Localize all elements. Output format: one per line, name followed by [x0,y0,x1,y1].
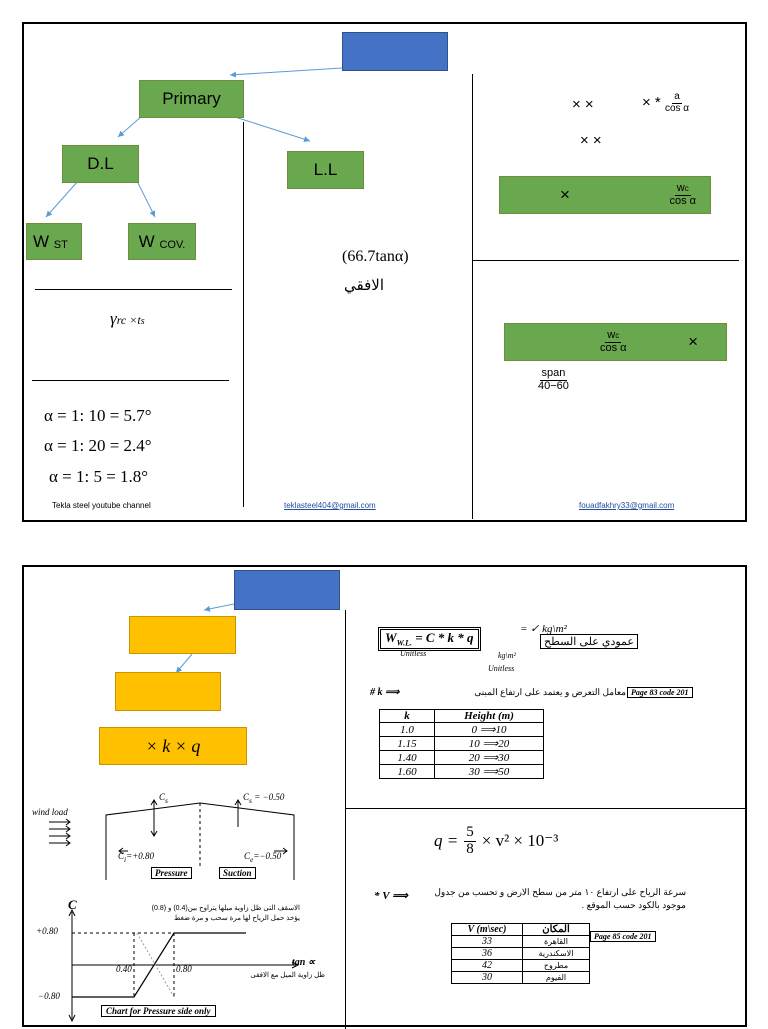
alpha-3: α = 1: 5 = 1.8° [49,467,149,486]
x-040-label: 0.40 [116,964,132,974]
dead-load-box: D.L [62,145,139,183]
live-load-box: L.L [287,151,364,189]
table-row: 1.0 0 ⟹10 [380,723,544,737]
x-080-label: 0.80 [176,964,192,974]
table-row: 36 الاسكندرية [452,948,590,960]
gamma-formula: γrc ×ts [110,309,145,328]
page-83-box: Page 83 code 201 [627,687,693,698]
green-formula-box-2: $\frac{wc}{\text{cos α}}$ × [504,323,727,361]
v-table-header-v: V (m\sec) [452,924,523,936]
table-row: 1.60 30 ⟹50 [380,765,544,779]
table-row: 30 الفيوم [452,972,590,984]
unitless-2: Unitless [488,664,515,673]
v-table-header [452,924,590,936]
alpha-1: α = 1: 10 = 5.7° [44,406,152,425]
alpha-2: α = 1: 20 = 2.4° [44,436,152,455]
divider-vertical-2 [345,610,346,1029]
unitless-1: Unitless [400,649,427,658]
page-85-box: Page 85 code 201 [590,931,656,942]
yellow-box-xkq: × k × q [99,727,247,765]
cp-left-label: $C_i=+0.80$ [118,851,155,864]
kg-check-label: = ✓ kg\m² [520,623,567,635]
ll-formula: (66.7tanα) [342,248,409,265]
divider-vertical-left [243,122,244,507]
v-table-header-place: المكان [523,924,590,936]
v-table [451,923,590,984]
tan-arabic: ظل زاوية الميل مع الافقى [250,972,325,979]
table-row: 1.40 20 ⟹30 [380,751,544,765]
plus-080-label: +0.80 [36,926,58,936]
q-formula: q = $\frac{5}{8}$ × v² × 10⁻³ [434,824,559,857]
chart-caption: Chart for Pressure side only [101,1005,216,1017]
arabic-note-1: الاسقف التى ظل زاوية ميلها يتراوح بين(0.4) و (0.8) [151,905,300,912]
divider-h1 [35,289,232,290]
cs-right-label: $C_s = -0.50$ [243,792,285,805]
slide-2 [22,565,747,1027]
yellow-box-2 [115,672,221,711]
divider-h-2 [346,808,746,809]
cs-left-label: $C_s$ [159,792,168,805]
span-fraction: $\frac{\text{span}}{40-60}$ [538,367,569,392]
wwl-formula-box: $W_{W.L.} = C * k * q$ [378,627,481,651]
pressure-label: Pressure [151,867,192,879]
k-table-header-height: Height (m) [435,710,544,723]
k-arabic-label: معامل التعرض و يعتمد على ارتفاع المبنى [474,687,626,697]
right-x-star-frac: × * $\frac{a}{\text{cos α}}$ [642,91,690,114]
right-xx-1: × × [572,96,594,113]
suction-label: Suction [219,867,256,879]
green-formula-box-1: × $\frac{wc}{\text{cos α}}$ [499,176,711,214]
v-arabic-1: سرعة الرياح على ارتفاع ١٠ متر من سطح الارض و تحسب من جدول [434,887,686,897]
k-table-header [380,710,544,723]
k-table-header-k: k [380,710,435,723]
tekla-footer: Tekla steel youtube channel [52,501,151,510]
divider-vertical-right [472,74,473,519]
email-link-1[interactable]: teklasteel404@gmail.com [284,501,376,510]
w-st-box: W ST [26,223,82,260]
slide-1 [22,22,747,522]
wind-load-label: wind load [32,807,68,817]
divider-h2 [32,380,229,381]
primary-box: Primary [139,80,244,118]
kgm2-label: kg\m² [498,651,516,660]
cp-right-label: $C_e=-0.50$ [244,851,282,864]
k-table [379,709,544,779]
ll-arabic: الافقي [344,278,384,294]
v-label: * V ⟹ [374,890,408,902]
right-xx-2: × × [580,132,602,149]
v-arabic-2: موجود بالكود حسب الموقع . [581,900,686,910]
table-row: 42 مطروح [452,960,590,972]
arabic-perp-box: عمودي على السطح [540,634,638,649]
w-cov-box: W COV. [128,223,196,260]
tan-label: tan ∝ [292,957,315,968]
minus-080-label: −0.80 [38,991,60,1001]
k-hash-label: # k ⟹ [370,687,400,698]
table-row: 33 القاهرة [452,936,590,948]
arabic-note-2: يؤخذ حمل الرياح لها مرة سحب و مرة ضغط [174,915,300,922]
email-link-2[interactable]: fouadfakhry33@gmail.com [579,501,675,510]
c-axis-label: C [68,897,77,912]
divider-h-right [473,260,739,261]
table-row: 1.15 10 ⟹20 [380,737,544,751]
yellow-box-1 [129,616,236,654]
